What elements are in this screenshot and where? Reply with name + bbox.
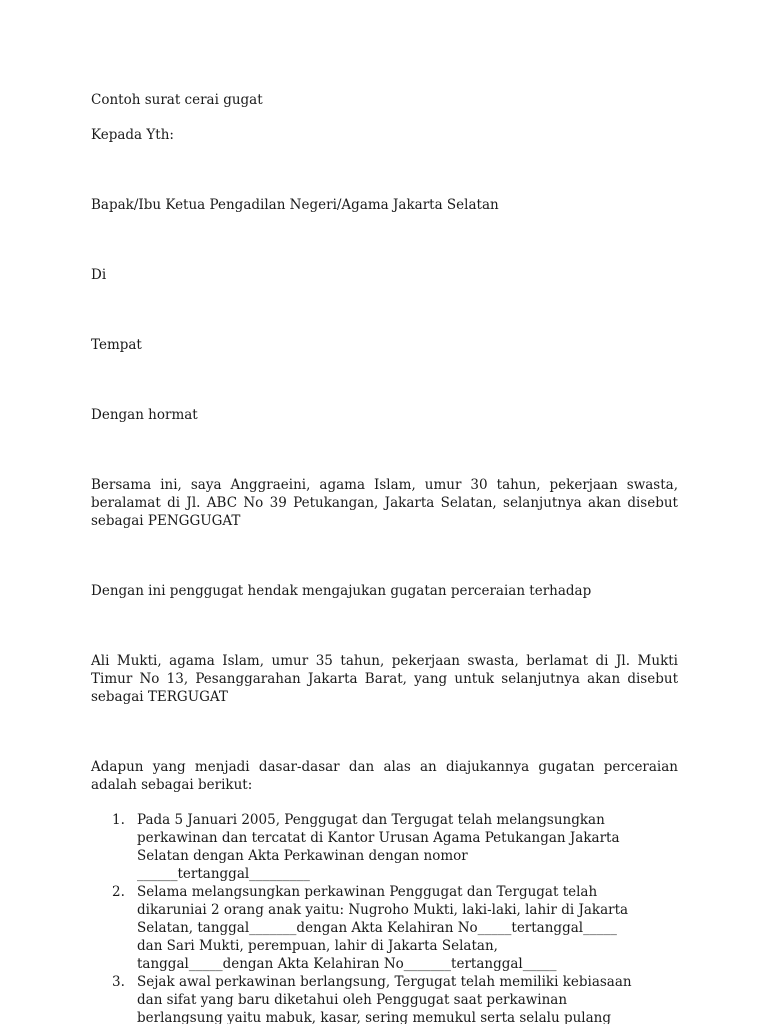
ground-number: 2. [112,884,125,900]
ground-line: Sejak awal perkawinan berlangsung, Tergugat telah memiliki kebiasaan [137,974,632,990]
ground-line: Selama melangsungkan perkawinan Penggugat dan Tergugat telah [137,884,598,900]
recipient-di: Di [91,267,107,283]
ground-line: Selatan dengan Akta Perkawinan dengan nomor [137,848,468,864]
defendant-paragraph: Ali Mukti, agama Islam, umur 35 tahun, pekerjaan swasta, berlamat di Jl. Mukti Timur No 13, Pesanggarahan Jakarta Barat, yang untuk selanjutnya akan disebut sebagai TERGUGAT [91,653,678,705]
ground-line: Pada 5 Januari 2005, Penggugat dan Tergugat telah melangsungkan [137,812,605,828]
document-title: Contoh surat cerai gugat [91,92,263,108]
ground-line: dikaruniai 2 orang anak yaitu: Nugroho Mukti, laki-laki, lahir di Jakarta [137,902,629,918]
plaintiff-paragraph: Bersama ini, saya Anggraeini, agama Islam, umur 30 tahun, pekerjaan swasta, beralamat di Jl. ABC No 39 Petukangan, Jakarta Selatan, selanjutnya akan disebut sebagai PENGGUGAT [91,477,678,529]
intent-line: Dengan ini penggugat hendak mengajukan gugatan perceraian terhadap [91,583,592,599]
ground-line: Selatan, tanggal_______dengan Akta Kelahiran No_____tertanggal_____ [137,920,617,936]
grounds-intro: Adapun yang menjadi dasar-dasar dan alas an diajukannya gugatan perceraian adalah sebagai berikut: [91,759,678,793]
ground-number: 3. [112,974,125,990]
ground-line: dan sifat yang baru diketahui oleh Penggugat saat perkawinan [137,992,568,1008]
ground-line: perkawinan dan tercatat di Kantor Urusan Agama Petukangan Jakarta [137,830,620,846]
recipient-name: Bapak/Ibu Ketua Pengadilan Negeri/Agama Jakarta Selatan [91,197,499,213]
ground-item-1 [91,811,691,883]
ground-line: ______tertanggal_________ [137,866,310,882]
ground-item-2 [91,883,691,973]
recipient-salutation: Kepada Yth: [91,127,174,143]
recipient-place: Tempat [91,337,142,353]
ground-line: berlangsung yaitu mabuk, kasar, sering memukul serta selalu pulang [137,1010,611,1024]
greeting: Dengan hormat [91,407,198,423]
ground-line: tanggal_____dengan Akta Kelahiran No_______tertanggal_____ [137,956,557,972]
ground-item-3 [91,973,691,1024]
grounds-list [91,811,691,1024]
ground-number: 1. [112,812,125,828]
ground-line: dan Sari Mukti, perempuan, lahir di Jakarta Selatan, [137,938,498,954]
